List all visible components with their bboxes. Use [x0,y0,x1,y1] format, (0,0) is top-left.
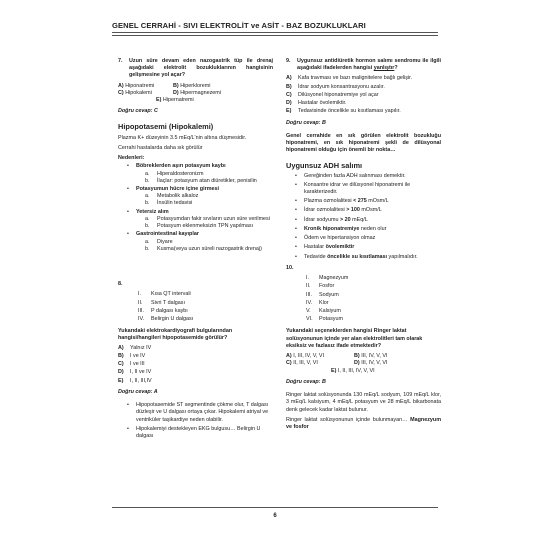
question-8 [118,281,273,288]
option-a: A) Kafa travması ve bazı malignitelere bağlı gelişir. [286,75,413,82]
cause-sub: a. Diyare [145,238,173,245]
option-d: D) III, IV, V, VI [354,360,388,367]
cause-sub: a. Metabolik alkaloz [145,193,199,200]
cause-sub: b. İlaçlar: potasyum atan diüretikler, penisilin [145,177,257,184]
question-9 [286,58,441,72]
q10-options [286,353,441,375]
bullet-icon: • [127,425,129,432]
bullet-icon: • [295,216,297,223]
option-e: E) Tedavisinde öncelikle su kısıtlaması yapılır. [286,108,401,115]
option-a: A) Hiponatremi [118,82,155,89]
option-b: B) Hiperkloremi [173,82,211,89]
bullet-icon: • [295,244,297,251]
ringer-missing: Ringer laktat solüsyonunun içinde bulunmayan… Magnezyum ve fosfor [286,416,441,431]
question-7 [118,58,273,80]
q8-notes [127,402,273,440]
cause-sub: b. Potasyum eklenmeksizin TPN yapılması [145,223,254,230]
q10-statements [306,275,441,323]
siadh-item: • Konsantre idrar ve dilüsyonel hiponatremi ile karakterizedir. [295,181,411,195]
question-number: 7. [118,58,123,64]
bullet-icon: • [295,235,297,242]
siadh-item: • Ödem ve hipertansiyon olmaz [295,235,376,242]
header-rule-second [112,35,438,36]
option-d: D) Hipermagnezemi [173,89,221,96]
q9-answer: Doğru cevap: B [286,119,326,126]
cause-item: • Potasyumun hücre içine girmesi [127,185,219,192]
emphasis-underline: yanlıştır [373,65,395,72]
page-number: 6 [273,513,277,519]
q7-answer: Doğru cevap: C [118,108,158,115]
causes-list [127,163,273,253]
bullet-icon: • [295,225,297,232]
siadh-item: • Gereğinden fazla ADH salınması demektir. [295,172,406,179]
option-d: D) Hastalar övolemiktir. [286,100,347,107]
note-item: • Hipopotasemide ST segmentinde çökme olur, T dalgası düzleşir ve U dalgası ortaya çıkar. Hipokalemi atriyal ve ventriküler taşikardiye neden olabilir. [127,402,269,423]
cause-item: • Yetersiz alım [127,208,169,215]
note-item: • Hipokalemiyi destekleyen EKG bulgusu… Belirgin U dalgası [127,425,261,440]
cause-sub: b. İnsülin tedavisi [145,200,193,207]
question-text: Uzun süre devam eden nazogastrik tüp ile drenaj aşağıdaki elektrolit bozukluklarının hangisinin gelişmesine yol açar? [129,58,273,79]
bullet-icon: • [295,172,297,179]
question-number: 10. [286,264,294,271]
q9-options [286,75,441,115]
section-title-hypokalemia: Hipopotasemi (Hipokalemi) [118,121,214,131]
bullet-icon: • [295,181,297,188]
q8-answer: Doğru cevap: A [118,388,158,395]
statement-item: II. Fosfor [306,283,335,290]
q8-options [118,345,273,385]
option-a: A) Yalnız IV [118,344,152,351]
q10-question-text: Yukarıdaki seçeneklerden hangisi Ringer laktat solüsyonunun içinde yer alan elektrolitleri tam olarak eksiksiz ve fazlasız ifade etmektedir? [286,328,423,349]
statement-item: III. P dalgası kaybı [138,307,188,314]
q8-statements [138,291,273,323]
option-e: E) I, II, III,IV [118,377,152,384]
hypokalemia-definition: Plazma K+ düzeyinin 3.5 mEq/L'nin altına düşmesidir. [118,134,247,141]
question-text: Uygunsuz antidiüretik hormon salımı sendromu ile ilgili aşağıdaki ifadelerden hangisi yanlıştır? [297,58,441,72]
q10-answer: Doğru cevap: B [286,378,326,385]
bullet-icon: • [127,208,129,215]
ringer-composition: Ringer laktat solüsyonunda 130 mEq/L sodyum, 109 mEq/L klor, 3 mEq/L kalsiyum, 4 mEq/L potasyum ve 28 mEq/L bikarbonata denk gelecek kadar laktat bulunur. [286,392,441,413]
statement-item: I. Magnezyum [306,275,349,282]
cause-item: • Böbreklerden aşırı potasyum kaybı [127,163,226,170]
cause-item: • Gastrointestinal kayıplar [127,231,199,238]
bullet-icon: • [295,253,297,260]
option-b: B) İdrar sodyum konsantrasyonu azalır. [286,83,385,90]
cause-sub: a. Hiperaldosteronizm [145,170,204,177]
left-column [118,58,273,440]
footer-rule [112,507,438,508]
question-number: 9. [286,58,291,64]
question-10 [286,265,441,272]
option-c: C) Hipokalemi [118,89,152,96]
option-d: D) I, II ve IV [118,369,152,376]
bullet-icon: • [127,402,129,409]
bullet-icon: • [127,231,129,238]
section-title-siadh: Uygunsuz ADH salımı [286,160,363,170]
siadh-item: • İdrar sodyumu > 20 mEq/L [295,216,368,223]
siadh-item: • Plazma ozmolalitesi < 275 mOsm/L [295,198,389,205]
header-rule [112,32,438,33]
statement-item: V. Kalsiyum [306,308,341,315]
bullet-icon: • [295,198,297,205]
bullet-icon: • [127,185,129,192]
option-b: B) III, IV, V, VI [354,353,388,360]
option-a: A) I, III, IV, V, VI [286,353,324,360]
siadh-item: • Tedavide öncelikle su kısıtlaması yapılmalıdır. [295,253,418,260]
page-header-title: GENEL CERRAHİ - SIVI ELEKTROLİT ve ASİT - BAZ BOZUKLUKLARI [112,21,366,30]
hypokalemia-note: Cerrahi hastalarda daha sık görülür [118,144,203,151]
right-column [286,58,441,431]
siadh-item: • Hastalar övolemiktir [295,244,355,251]
option-c: C) I ve III [118,361,145,368]
question-number: 8. [118,281,123,288]
statement-item: II. Sivri T dalgası [138,299,185,306]
cause-sub: a. Potasyumdan fakir sıvıların uzun süre verilmesi [145,215,270,222]
q9-explanation: Genel cerrahide en sık görülen elektrolit bozukluğu hiponatremi, en sık hiponatremi şekli de dilüsyonal hiponatremi olduğu için önemli bir nokta… [286,132,441,154]
option-b: B) I ve IV [118,352,146,359]
statement-item: III. Sodyum [306,291,339,298]
option-e: E) I, II, III, IV, V, VI [331,367,375,374]
option-c: C) II, III, V, VI [286,360,318,367]
statement-item: IV. Belirgin U dalgası [138,316,194,323]
siadh-item: • İdrar ozmolalitesi > 100 mOsm/L [295,207,382,214]
statement-item: I. Kısa QT intervali [138,291,191,298]
option-e: E) Hipernatremi [156,97,194,104]
statement-item: IV. Klor [306,299,329,306]
q7-options [118,83,273,105]
statement-item: VI. Potasyum [306,316,343,323]
siadh-list [295,173,441,261]
siadh-item: • Kronik hiponatremiye neden olur [295,225,387,232]
q8-question-text: Yukarıdaki elektrokardiyografi bulgularından hangisi/hangileri hipopotasemide görülür? [118,328,233,342]
cause-sub: b. Kusma(veya uzun süreli nazogastrik drenaj) [145,245,262,252]
causes-title: Nedenleri: [118,155,145,162]
option-c: C) Dilüsyonel hiponatremiye yol açar [286,91,379,98]
bullet-icon: • [127,163,129,170]
bullet-icon: • [295,207,297,214]
